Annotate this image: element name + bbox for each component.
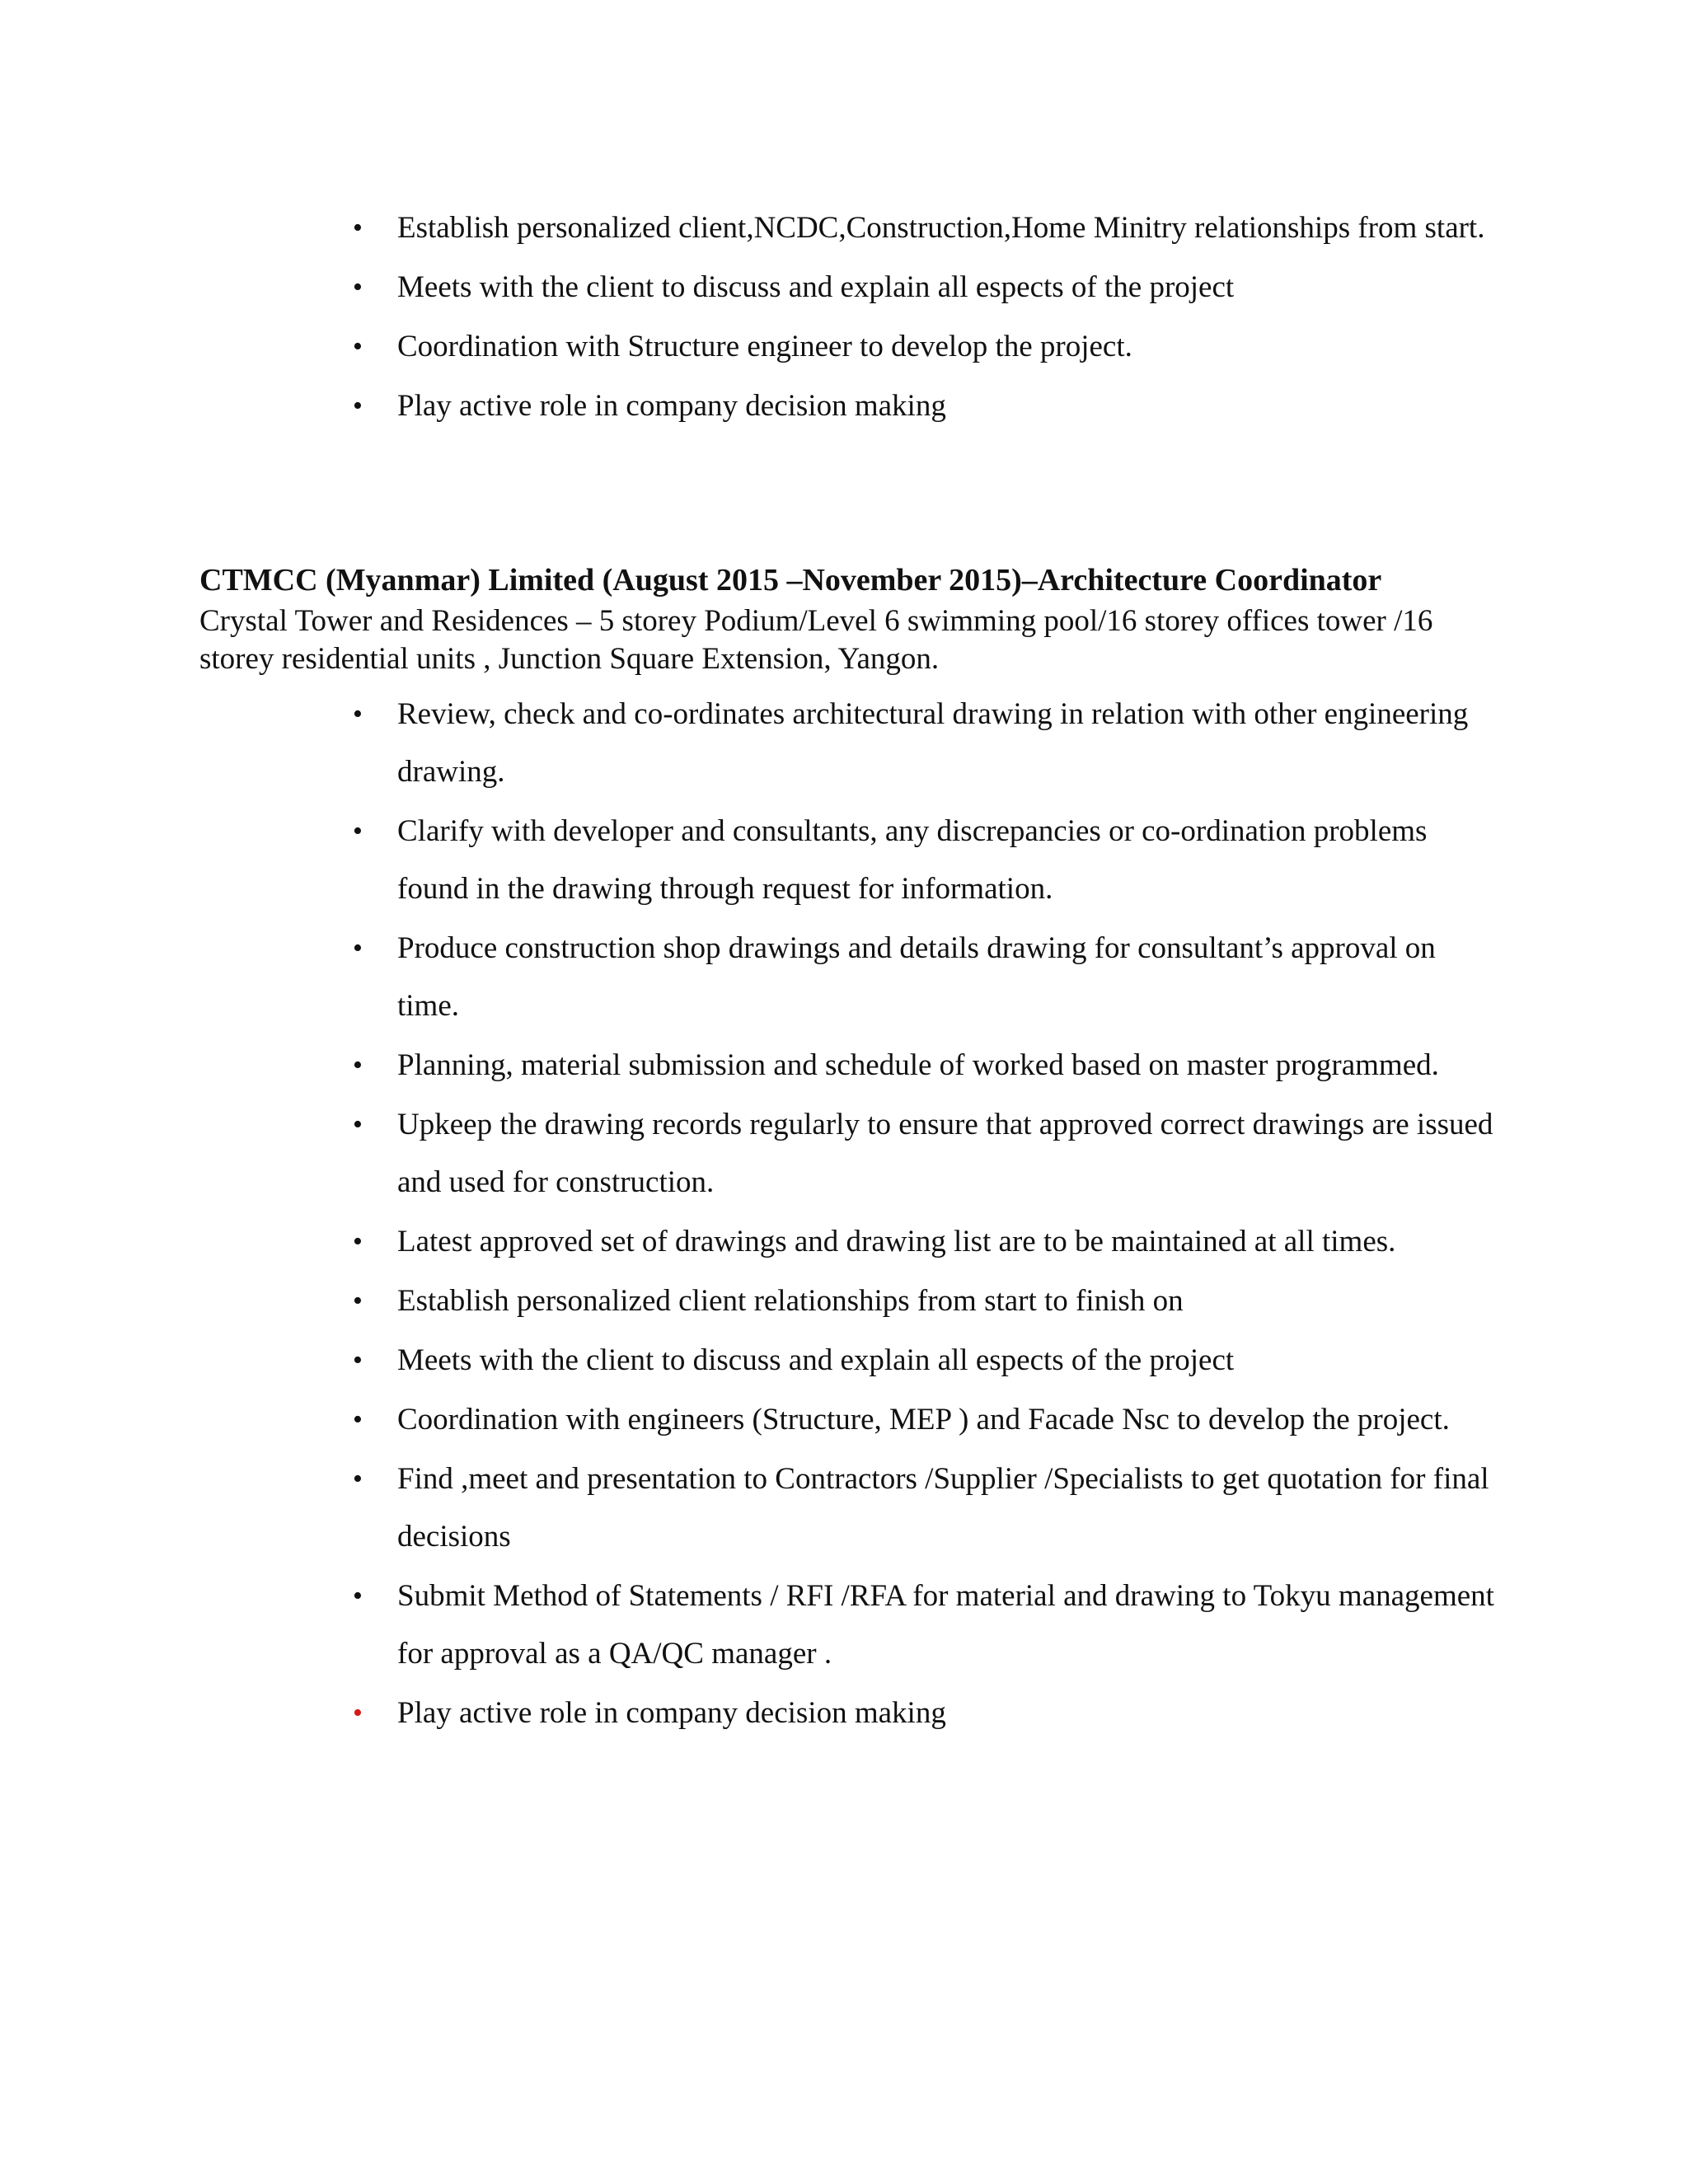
list-item-text: Play active role in company decision making [397, 389, 946, 423]
list-item [346, 1037, 1500, 1094]
list-item [346, 1272, 1500, 1330]
list-item [346, 1213, 1500, 1271]
list-item [346, 1685, 1500, 1742]
bullet-icon: • [353, 1404, 363, 1435]
list-item [346, 377, 1500, 435]
bullet-icon: • [353, 699, 363, 729]
list-item-text: Meets with the client to discuss and explain all espects of the project [397, 1343, 1235, 1377]
bullet-icon: • [353, 391, 363, 421]
list-item [346, 318, 1500, 376]
list-item [346, 1096, 1500, 1212]
bullet-icon: • [353, 933, 363, 963]
list-item-text: Meets with the client to discuss and explain all espects of the project [397, 270, 1235, 304]
list-item-text: Coordination with engineers (Structure, MEP ) and Facade Nsc to develop the project. [397, 1403, 1450, 1436]
bullet-icon: • [353, 1698, 363, 1728]
bullet-icon: • [353, 1581, 363, 1611]
list-item [346, 1568, 1500, 1683]
list-item [346, 920, 1500, 1035]
bullet-icon: • [353, 213, 363, 243]
bullet-icon: • [353, 816, 363, 846]
responsibilities-list-previous-job [346, 199, 1500, 437]
bullet-icon: • [353, 1050, 363, 1080]
list-item [346, 1391, 1500, 1449]
bullet-icon: • [353, 1286, 363, 1316]
list-item [346, 199, 1500, 257]
list-item-text: Planning, material submission and schedule of worked based on master programmed. [397, 1048, 1439, 1082]
list-item [346, 1451, 1500, 1566]
list-item [346, 1332, 1500, 1390]
bullet-icon: • [353, 272, 363, 302]
list-item-text: Latest approved set of drawings and drawing list are to be maintained at all times. [397, 1225, 1396, 1258]
list-item [346, 803, 1500, 918]
list-item [346, 686, 1500, 801]
list-item-text: Upkeep the drawing records regularly to ensure that approved correct drawings are issued and used for construction. [397, 1108, 1493, 1199]
list-item-text: Establish personalized client,NCDC,Construction,Home Minitry relationships from start. [397, 211, 1485, 245]
list-item-text: Coordination with Structure engineer to develop the project. [397, 330, 1132, 363]
job-heading: CTMCC (Myanmar) Limited (August 2015 –November 2015)–Architecture Coordinator [199, 563, 1382, 598]
list-item-text: Produce construction shop drawings and details drawing for consultant’s approval on time. [397, 931, 1436, 1023]
responsibilities-list-ctmcc [346, 686, 1500, 1744]
job-project-description: Crystal Tower and Residences – 5 storey Podium/Level 6 swimming pool/16 storey offices tower /16 storey residential units , Junction Square Extension, Yangon. [199, 604, 1433, 676]
bullet-icon: • [353, 1345, 363, 1376]
list-item-text: Review, check and co-ordinates architectural drawing in relation with other engineering drawing. [397, 697, 1469, 789]
list-item [346, 259, 1500, 316]
list-item-text: Find ,meet and presentation to Contractors /Supplier /Specialists to get quotation for final decisions [397, 1462, 1489, 1554]
list-item-text: Establish personalized client relationships from start to finish on [397, 1284, 1184, 1318]
bullet-icon: • [353, 1464, 363, 1494]
bullet-icon: • [353, 1226, 363, 1257]
list-item-text: Clarify with developer and consultants, any discrepancies or co-ordination problems found in the drawing through request for information. [397, 814, 1428, 906]
list-item-text: Submit Method of Statements / RFI /RFA for material and drawing to Tokyu management for approval as a QA/QC manager . [397, 1579, 1494, 1671]
list-item-text: Play active role in company decision making [397, 1696, 946, 1730]
bullet-icon: • [353, 1109, 363, 1140]
bullet-icon: • [353, 331, 363, 362]
